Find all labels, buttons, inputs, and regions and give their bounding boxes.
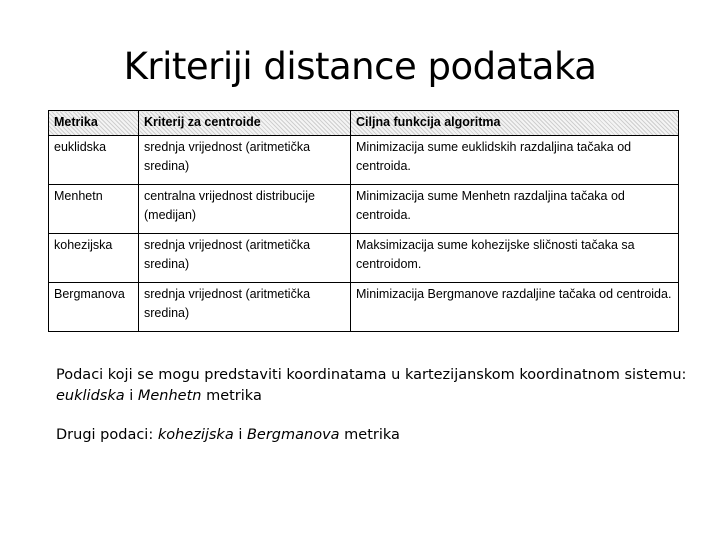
slide-title: Kriteriji distance podataka [123,45,597,88]
table-row [49,136,679,185]
note-text: metrika [339,427,400,443]
cell-metric: Bergmanova [49,283,139,332]
note-emphasis-manhattan: Menhetn [137,388,202,404]
cell-objective-function: Minimizacija sume Menhetn razdaljina tačaka od centroida. [351,185,679,234]
table-row [49,234,679,283]
note-text: Podaci koji se mogu predstaviti koordinatama u kartezijanskom koordinatnom sistemu: [56,367,687,383]
cell-metric: euklidska [49,136,139,185]
note-other-data [56,425,696,446]
header-centroid-criterion: Kriterij za centroide [139,111,351,136]
cell-objective-function: Maksimizacija sume kohezijske sličnosti tačaka sa centroidom. [351,234,679,283]
note-text: metrika [201,388,262,404]
table-row [49,283,679,332]
note-text: i [124,388,138,404]
header-metric: Metrika [49,111,139,136]
cell-metric: Menhetn [49,185,139,234]
cell-centroid-criterion: srednja vrijednost (aritmetička sredina) [139,136,351,185]
note-text: Drugi podaci: [56,427,158,443]
table-header-row [49,111,679,136]
notes [56,365,696,464]
note-emphasis-cohesion: kohezijska [157,427,234,443]
note-emphasis-euclidean: euklidska [56,388,125,404]
cell-centroid-criterion: centralna vrijednost distribucije (medijan) [139,185,351,234]
header-objective-function: Ciljna funkcija algoritma [351,111,679,136]
note-text: i [233,427,247,443]
cell-objective-function: Minimizacija Bergmanove razdaljine tačaka od centroida. [351,283,679,332]
table-row [49,185,679,234]
criteria-table [48,110,679,332]
cell-centroid-criterion: srednja vrijednost (aritmetička sredina) [139,283,351,332]
note-cartesian-data [56,365,696,407]
cell-metric: kohezijska [49,234,139,283]
cell-objective-function: Minimizacija sume euklidskih razdaljina tačaka od centroida. [351,136,679,185]
cell-centroid-criterion: srednja vrijednost (aritmetička sredina) [139,234,351,283]
note-emphasis-bregman: Bergmanova [246,427,340,443]
